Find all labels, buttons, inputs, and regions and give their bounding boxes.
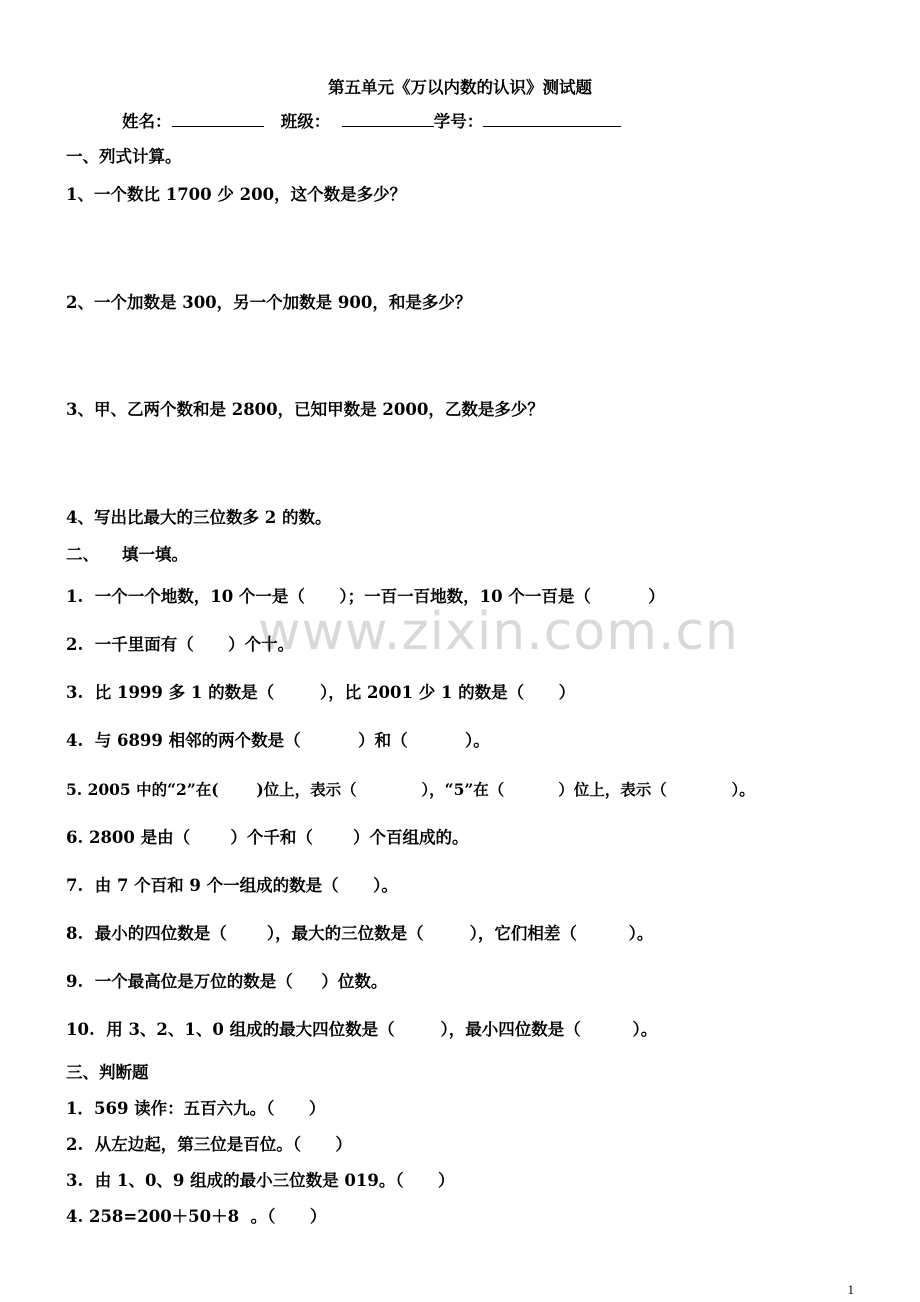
section-2-title: 二、 填一填。: [66, 545, 188, 564]
s2-question-3: 3. 比 1999 多 1 的数是（ ），比 2001 少 1 的数是（ ）: [66, 683, 576, 702]
s2-question-9: 9. 一个最高位是万位的数是（ ）位数。: [66, 972, 388, 991]
s3-question-1: 1．569 读作：五百六九。（ ）: [66, 1099, 326, 1118]
page-number: 1: [847, 1282, 854, 1297]
s2-question-5: 5. 2005 中的“2”在( )位上，表示（ ），“5”在（ ）位上，表示（ ）。: [66, 780, 755, 799]
s1-question-2: 2、一个加数是 300，另一个加数是 900，和是多少？: [66, 293, 472, 312]
name-label: 姓名：: [122, 112, 172, 131]
number-label: 学号：: [433, 112, 484, 131]
s3-question-2: 2. 从左边起，第三位是百位。（ ）: [66, 1135, 352, 1154]
s2-question-1: 1. 一个一个地数，10 个一是（ ）；一百一百地数，10 个一百是（ ）: [66, 587, 665, 606]
s2-question-6: 6. 2800 是由（ ）个千和（ ）个百组成的。: [66, 828, 469, 847]
s3-question-3: 3. 由 1、0、9 组成的最小三位数是 019。（ ）: [66, 1171, 455, 1190]
s1-question-1: 1、一个数比 1700 少 200，这个数是多少？: [66, 185, 407, 204]
section-1-title: 一、列式计算。: [66, 147, 182, 166]
s2-question-2: 2. 一千里面有（ ）个十。: [66, 635, 295, 654]
class-blank[interactable]: [342, 110, 434, 127]
number-blank[interactable]: [483, 110, 621, 127]
s2-question-7: 7. 由 7 个百和 9 个一组成的数是（ ）。: [66, 876, 398, 895]
s1-question-4: 4、写出比最大的三位数多 2 的数。: [66, 508, 332, 527]
name-blank[interactable]: [172, 110, 264, 127]
student-info-row: [122, 110, 621, 132]
section-3-title: 三、判断题: [66, 1063, 149, 1082]
watermark: www.zixin.com.cn: [258, 602, 739, 662]
s2-question-8: 8. 最小的四位数是（ ），最大的三位数是（ ），它们相差（ ）。: [66, 924, 654, 943]
class-label: 班级：: [280, 112, 331, 131]
s1-question-3: 3、甲、乙两个数和是 2800，已知甲数是 2000，乙数是多少？: [66, 400, 544, 419]
s2-question-4: 4. 与 6899 相邻的两个数是（ ）和（ ）。: [66, 731, 490, 750]
page-title: 第五单元《万以内数的认识》测试题: [328, 78, 592, 97]
s2-question-10: 10. 用 3、2、1、0 组成的最大四位数是（ ），最小四位数是（ ）。: [66, 1020, 658, 1039]
s3-question-4: 4. 258=200＋50＋8 。（ ）: [66, 1207, 327, 1226]
